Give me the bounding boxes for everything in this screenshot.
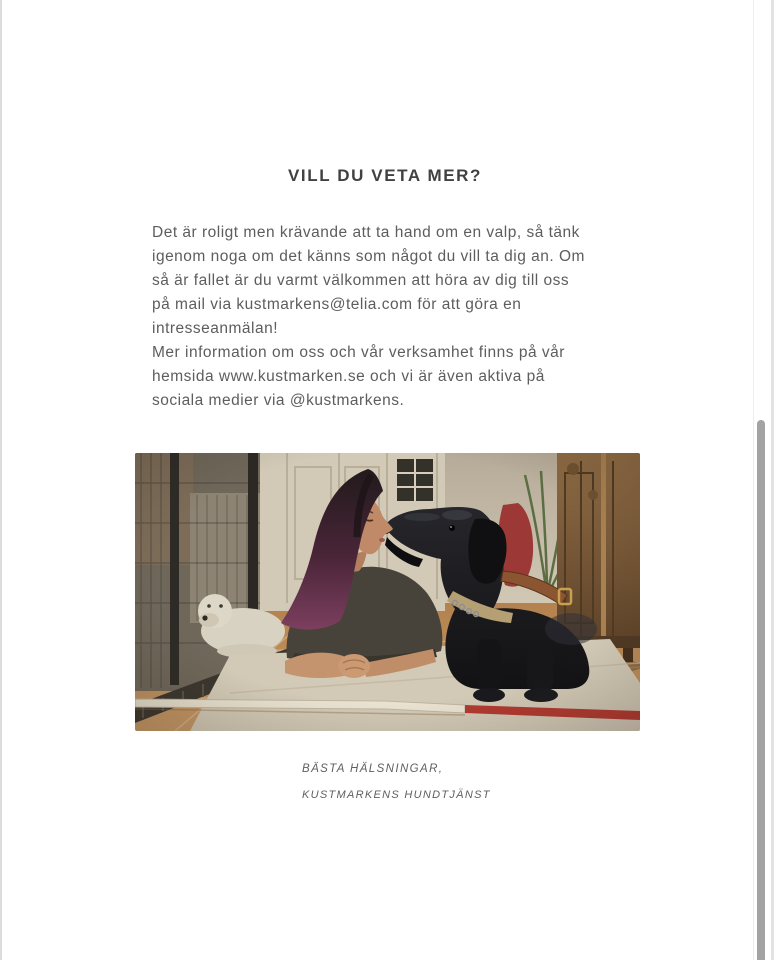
text-line: Mer information om oss och vår verksamhet finns på vår [152,344,565,361]
signature-company: KUSTMARKENS HUNDTJÄNST [302,789,491,801]
text-line-website: hemsida www.kustmarken.se och vi är även aktiva på [152,368,545,385]
page-left-edge [0,0,2,960]
text-line-social: sociala medier via @kustmarkens. [152,392,405,409]
photo-woman-and-black-labrador [135,453,640,731]
page-title: VILL DU VETA MER? [287,166,483,185]
signature-block [302,763,491,801]
scrollbar-thumb[interactable] [757,420,765,960]
text-line: intresseanmälan! [152,320,279,337]
scrollbar-track[interactable] [753,0,754,960]
photo-illustration [135,453,640,731]
text-line: Det är roligt men krävande att ta hand om en valp, så tänk [152,224,580,241]
text-line: igenom noga om det känns som något du vill ta dig an. Om [152,248,585,265]
paragraph-more-info [152,341,632,413]
text-line-email: på mail via kustmarkens@telia.com för att göra en [152,296,522,313]
signature-greeting: BÄSTA HÄLSNINGAR, [302,763,444,775]
text-line: så är fallet är du varmt välkommen att höra av dig till oss [152,272,570,289]
paragraph-intro [152,221,632,341]
photo-vignette [135,453,640,731]
